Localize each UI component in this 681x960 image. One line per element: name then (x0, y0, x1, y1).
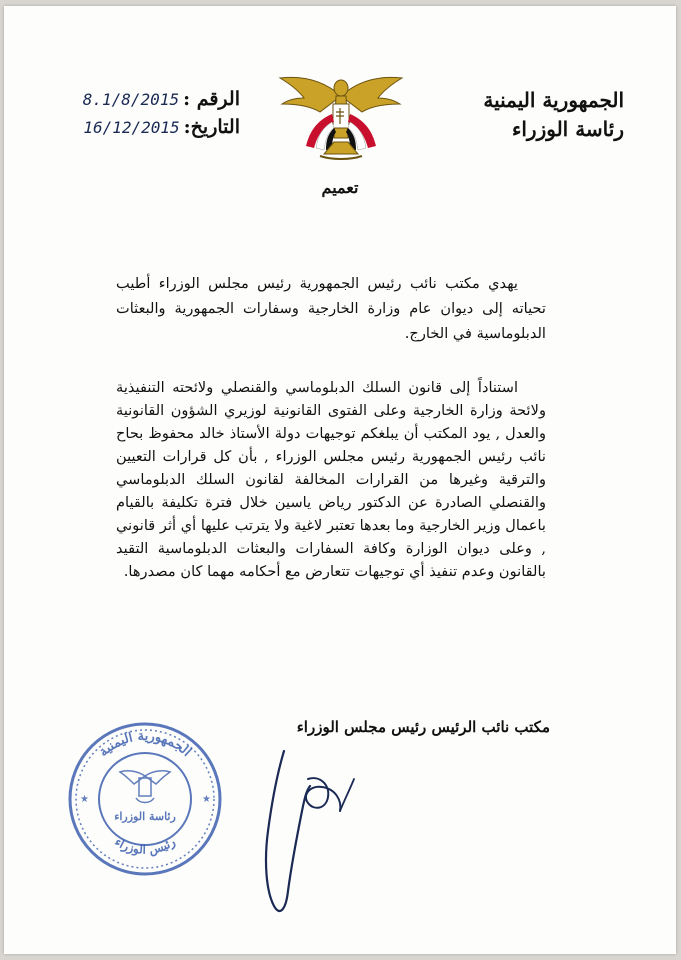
svg-text:★: ★ (202, 794, 211, 805)
paragraph-body (116, 376, 546, 583)
reference-number-row (40, 88, 240, 116)
reference-date-row (40, 116, 240, 144)
paragraph-greeting-text: يهدي مكتب نائب رئيس الجمهورية رئيس مجلس الوزراء أطيب تحياته إلى ديوان عام وزارة الخارجية وسفارات الجمهورية والبعثات الدبلوماسية في الخارج. (116, 275, 546, 342)
number-value: 8.1/8/2015 (82, 90, 180, 109)
paragraph-greeting (116, 271, 546, 346)
paragraph-body-text: استناداً إلى قانون السلك الدبلوماسي والقنصلي ولائحته التنفيذية ولائحة وزارة الخارجية وعلى الفتوى القانونية لوزيري الشؤون القانونية والعدل , يود المكتب أن يبلغكم توجيهات دولة الأستاذ خالد محفوظ بحاح نائب رئيس الجمهورية رئيس مجلس الوزراء , بأن كل قرارات التعيين والترقية وغيرها من القرارات المخالفة لقانون السلك الدبلوماسي والقنصلي الصادرة عن الدكتور رياض ياسين خلال فترة تكليفة بالقيام باعمال وزير الخارجية وما بعدها تعتبر لاغية ولا يترتب عليها أي أثر قانوني , وعلى ديوان الوزارة وكافة السفارات والبعثات الدبلوماسية التقيد بالقانون وعدم تنفيذ أي توجيهات تتعارض مع أحكامه مهما كان مصدرها. (116, 379, 546, 580)
stamp-emblem-icon (120, 771, 170, 803)
reference-block (40, 88, 240, 144)
date-label: التاريخ: (183, 116, 240, 138)
svg-text:★: ★ (80, 794, 89, 805)
stamp-bottom-text: رئيس الوزراء (112, 834, 178, 857)
office-name: رئاسة الوزراء (511, 117, 624, 141)
svg-text:رئيس الوزراء (112, 834, 178, 857)
letter-page (4, 6, 676, 954)
handwritten-signature (244, 731, 364, 926)
yemen-eagle-emblem-icon (276, 68, 406, 163)
number-label: الرقم : (183, 88, 240, 110)
date-value: 16/12/2015 (83, 118, 180, 137)
stamp-ring-text: الجمهورية اليمنية (96, 728, 194, 760)
country-name: الجمهورية اليمنية (483, 88, 624, 112)
official-seal-stamp (66, 718, 224, 880)
signatory-office: مكتب نائب الرئيس رئيس مجلس الوزراء (296, 718, 550, 736)
document-title: تعميم (321, 178, 359, 197)
stamp-center-text: رئاسة الوزراء (114, 810, 176, 823)
letterhead-right (483, 86, 624, 144)
